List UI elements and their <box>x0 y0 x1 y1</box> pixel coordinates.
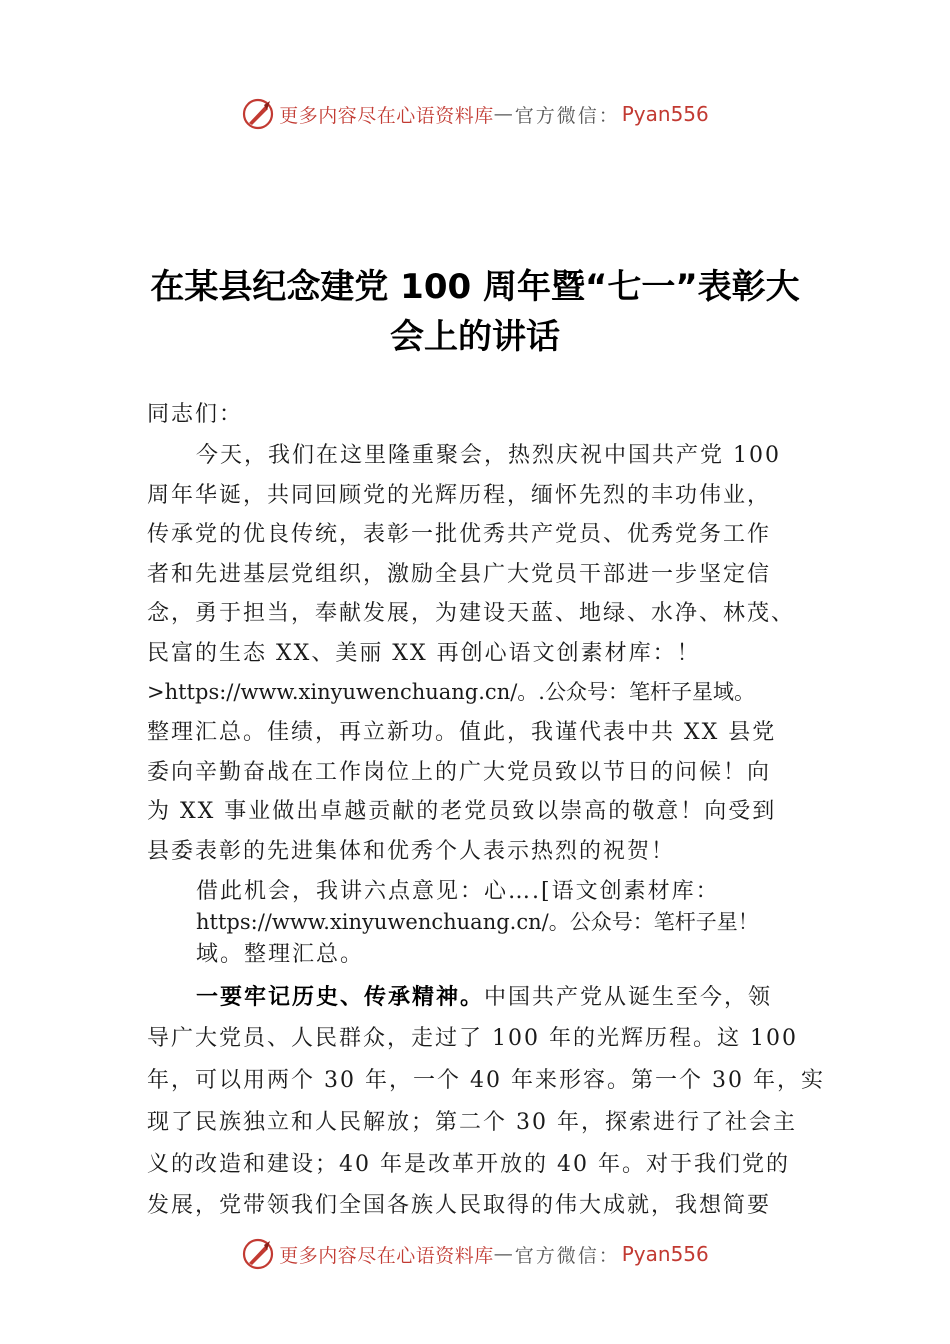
paragraph-line: 域。整理汇总。 <box>196 942 365 967</box>
banner-main-text: 更多内容尽在心语资料库 <box>279 1244 494 1267</box>
paragraph-line: 借此机会，我讲六点意见：心….[语文创素材库： <box>196 879 720 904</box>
header-banner <box>0 94 950 134</box>
paragraph-line: 导广大党员、人民群众，走过了 100 年的光辉历程。这 100 <box>147 1026 798 1051</box>
banner-wechat-id: Pyan556 <box>621 1242 709 1266</box>
section-heading: 一要牢记历史、传承精神。 <box>196 984 485 1010</box>
paragraph-line: >https://www.xinyuwenchuang.cn/。.公众号：笔杆子星域。 <box>147 680 755 704</box>
paragraph-line: https://www.xinyuwenchuang.cn/。公众号：笔杆子星！ <box>196 910 759 934</box>
paragraph-line: 年，可以用两个 30 年，一个 40 年来形容。第一个 30 年，实 <box>147 1068 825 1093</box>
banner-wechat-label: 官方微信： <box>514 104 620 127</box>
paragraph-line: 发展，党带领我们全国各族人民取得的伟大成就，我想简要 <box>147 1193 772 1218</box>
banner-wechat-id: Pyan556 <box>621 102 709 126</box>
paragraph-line: 民富的生态 XX、美丽 XX 再创心语文创素材库：！ <box>147 641 701 666</box>
paragraph-line: 念，勇于担当，奉献发展，为建设天蓝、地绿、水净、林茂、 <box>147 601 796 626</box>
paragraph-line: 委向辛勤奋战在工作岗位上的广大党员致以节日的问候！向 <box>147 760 772 785</box>
banner-separator: — <box>493 103 515 125</box>
banner-wechat-label: 官方微信： <box>514 1244 620 1267</box>
paragraph-line: 县委表彰的先进集体和优秀个人表示热烈的祝贺！ <box>147 839 676 864</box>
footer-banner <box>0 1234 950 1274</box>
quill-logo-icon <box>241 1237 275 1271</box>
paragraph-line <box>196 980 772 1011</box>
salutation: 同志们： <box>147 402 244 427</box>
paragraph-line: 传承党的优良传统，表彰一批优秀共产党员、优秀党务工作 <box>147 522 772 547</box>
title-line-2: 会上的讲话 <box>390 317 560 357</box>
paragraph-line: 为 XX 事业做出卓越贡献的老党员致以崇高的敬意！向受到 <box>147 799 777 824</box>
paragraph-line: 义的改造和建设；40 年是改革开放的 40 年。对于我们党的 <box>147 1152 790 1177</box>
quill-logo-icon <box>241 97 275 131</box>
title-line-1: 在某县纪念建党 100 周年暨“七一”表彰大 <box>150 267 800 307</box>
paragraph-line: 今天，我们在这里隆重聚会，热烈庆祝中国共产党 100 <box>196 443 781 468</box>
paragraph-line: 现了民族独立和人民解放；第二个 30 年，探索进行了社会主 <box>147 1110 797 1135</box>
banner-separator: — <box>493 1243 515 1265</box>
document-title <box>0 262 950 362</box>
paragraph-line: 者和先进基层党组织，激励全县广大党员干部进一步坚定信 <box>147 562 772 587</box>
banner-main-text: 更多内容尽在心语资料库 <box>279 104 494 127</box>
paragraph-line: 周年华诞，共同回顾党的光辉历程，缅怀先烈的丰功伟业， <box>147 483 772 508</box>
section-text: 中国共产党从诞生至今，领 <box>484 985 773 1010</box>
paragraph-line: 整理汇总。佳绩，再立新功。值此，我谨代表中共 XX 县党 <box>147 720 777 745</box>
